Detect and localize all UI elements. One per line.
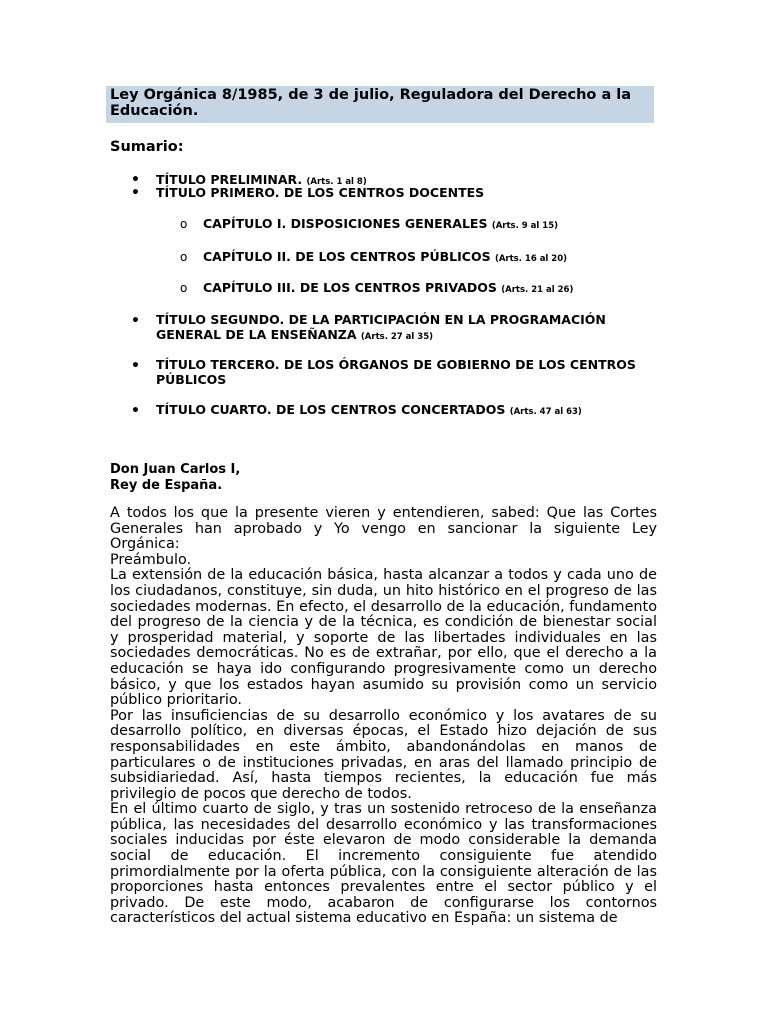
document-body: [110, 506, 657, 930]
toc-titulo-primero: TÍTULO PRIMERO. DE LOS CENTROS DOCENTES: [156, 185, 485, 200]
toc-label: CAPÍTULO II. DE LOS CENTROS PÚBLICOS: [203, 249, 491, 264]
paragraph: A todos los que la presente vieren y entendieren, sabed: Que las Cortes Generales han aprobado y Yo vengo en sancionar la siguiente Ley Orgánica:: [110, 506, 657, 553]
toc-capitulo-3: [203, 281, 573, 298]
toc-label-line2: PÚBLICOS: [156, 371, 227, 387]
toc-label-line1: TÍTULO SEGUNDO. DE LA PARTICIPACIÓN EN LA PROGRAMACIÓN: [156, 312, 606, 327]
king-line-2: Rey de España.: [110, 477, 223, 493]
bullet-icon: •: [131, 185, 140, 201]
toc-capitulo-2: [203, 250, 567, 267]
circle-bullet-icon: o: [180, 217, 188, 231]
bullet-icon: •: [131, 403, 140, 419]
bullet-icon: •: [131, 313, 140, 329]
toc-arts: (Arts. 27 al 35): [360, 331, 433, 342]
toc-label-line1: TÍTULO TERCERO. DE LOS ÓRGANOS DE GOBIERNO DE LOS CENTROS: [156, 357, 636, 372]
toc-label: TÍTULO PRELIMINAR.: [156, 172, 303, 187]
king-address: [110, 462, 240, 493]
paragraph: Por las insuficiencias de su desarrollo económico y los avatares de su desarrollo político, en diversas épocas, el Estado hizo dejación de sus responsabilidades en este ámbito, abandonándolas en manos de particulares o de instituciones privadas, en aras del llamado principio de subsidiariedad. Así, hasta tiempos recientes, la educación fue más privilegio de pocos que derecho de todos.: [110, 707, 657, 802]
toc-titulo-cuarto: [156, 403, 582, 420]
document-title: Ley Orgánica 8/1985, de 3 de julio, Reguladora del Derecho a la Educación.: [106, 86, 654, 123]
toc-titulo-tercero: [156, 358, 636, 387]
toc-arts: (Arts. 21 al 26): [501, 285, 574, 295]
toc-label-line2: GENERAL DE LA ENSEÑANZA: [156, 326, 357, 342]
toc-label: CAPÍTULO I. DISPOSICIONES GENERALES: [203, 216, 488, 231]
toc-arts: (Arts. 47 al 63): [509, 407, 582, 417]
toc-arts: (Arts. 16 al 20): [494, 254, 568, 264]
circle-bullet-icon: o: [180, 281, 188, 295]
toc-titulo-segundo: [156, 313, 606, 344]
toc-arts: (Arts. 1 al 8): [306, 177, 367, 187]
bullet-icon: •: [131, 358, 140, 374]
king-line-1: Don Juan Carlos I,: [110, 462, 241, 477]
toc-capitulo-1: [203, 217, 558, 234]
bullet-icon: •: [131, 172, 140, 188]
toc-label: TÍTULO CUARTO. DE LOS CENTROS CONCERTADOS: [156, 402, 506, 417]
toc-label: CAPÍTULO III. DE LOS CENTROS PRIVADOS: [203, 280, 497, 295]
paragraph: En el último cuarto de siglo, y tras un sostenido retroceso de la enseñanza pública, las necesidades del desarrollo económico y las transformaciones sociales inducidas por éste elevaron de modo considerable la demanda social de educación. El incremento consiguiente fue atendido primordialmente por la oferta pública, con la consiguiente alteración de las proporciones hasta entonces prevalentes entre el sector público y el privado. De este modo, acabaron de configurarse los contornos característicos del actual sistema educativo en España: un sistema de: [110, 801, 657, 927]
paragraph: La extensión de la educación básica, hasta alcanzar a todos y cada uno de los ciudadanos, constituye, sin duda, un hito histórico en el progreso de las sociedades modernas. En efecto, el desarrollo de la educación, fundamento del progreso de la ciencia y de la técnica, es condición de bienestar social y prosperidad material, y soporte de las libertades individuales en las sociedades democráticas. No es de extrañar, por ello, que el derecho a la educación se haya ido configurando progresivamente como un derecho básico, y que los estados hayan asumido su provisión como un servicio público prioritario.: [110, 567, 657, 709]
sumario-heading: Sumario:: [110, 139, 184, 155]
circle-bullet-icon: o: [180, 250, 188, 264]
toc-arts: (Arts. 9 al 15): [491, 221, 558, 231]
paragraph: Preámbulo.: [110, 551, 192, 568]
